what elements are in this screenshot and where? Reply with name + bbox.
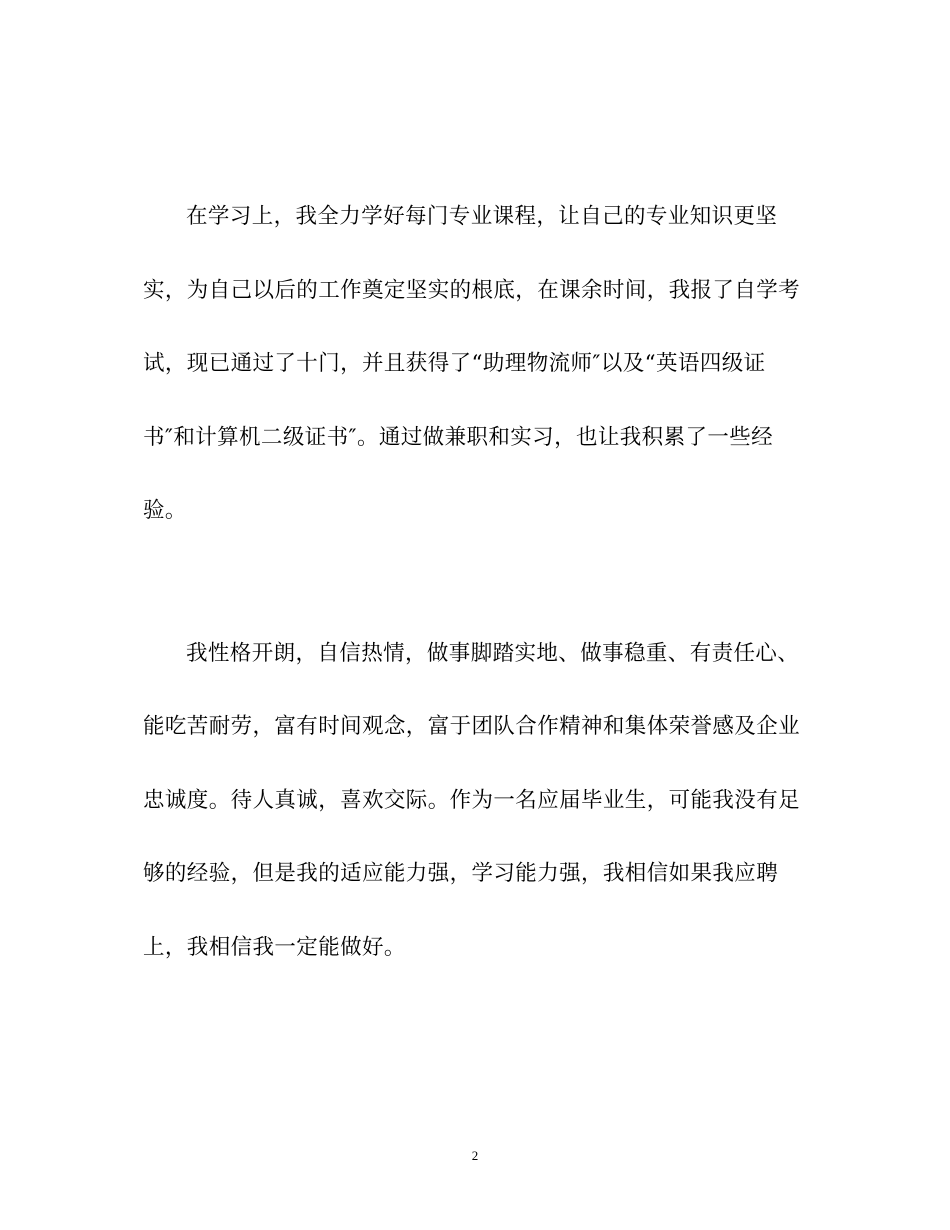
paragraph-line: 能吃苦耐劳，富有时间观念，富于团队合作精神和集体荣誉感及企业 [143, 714, 801, 739]
paragraph-line: 在学习上，我全力学好每门专业课程，让自己的专业知识更坚 [186, 204, 778, 229]
paragraph-line: 验。 [143, 498, 187, 523]
paragraph-line: 试，现已通过了十门，并且获得了“助理物流师″以及“英语四级证 [143, 351, 766, 376]
paragraph-line: 书″和计算机二级证书″。通过做兼职和实习，也让我积累了一些经 [143, 425, 774, 450]
paragraph-line: 实，为自己以后的工作奠定坚实的根底，在课余时间，我报了自学考 [143, 278, 801, 303]
paragraph-line: 忠诚度。待人真诚，喜欢交际。作为一名应届毕业生，可能我没有足 [143, 788, 801, 813]
paragraph-line: 够的经验，但是我的适应能力强，学习能力强，我相信如果我应聘 [143, 861, 779, 886]
paragraph-line: 上，我相信我一定能做好。 [143, 935, 406, 960]
paragraph-line: 我性格开朗，自信热情，做事脚踏实地、做事稳重、有责任心、 [186, 641, 800, 666]
page-number: 2 [471, 1148, 479, 1163]
